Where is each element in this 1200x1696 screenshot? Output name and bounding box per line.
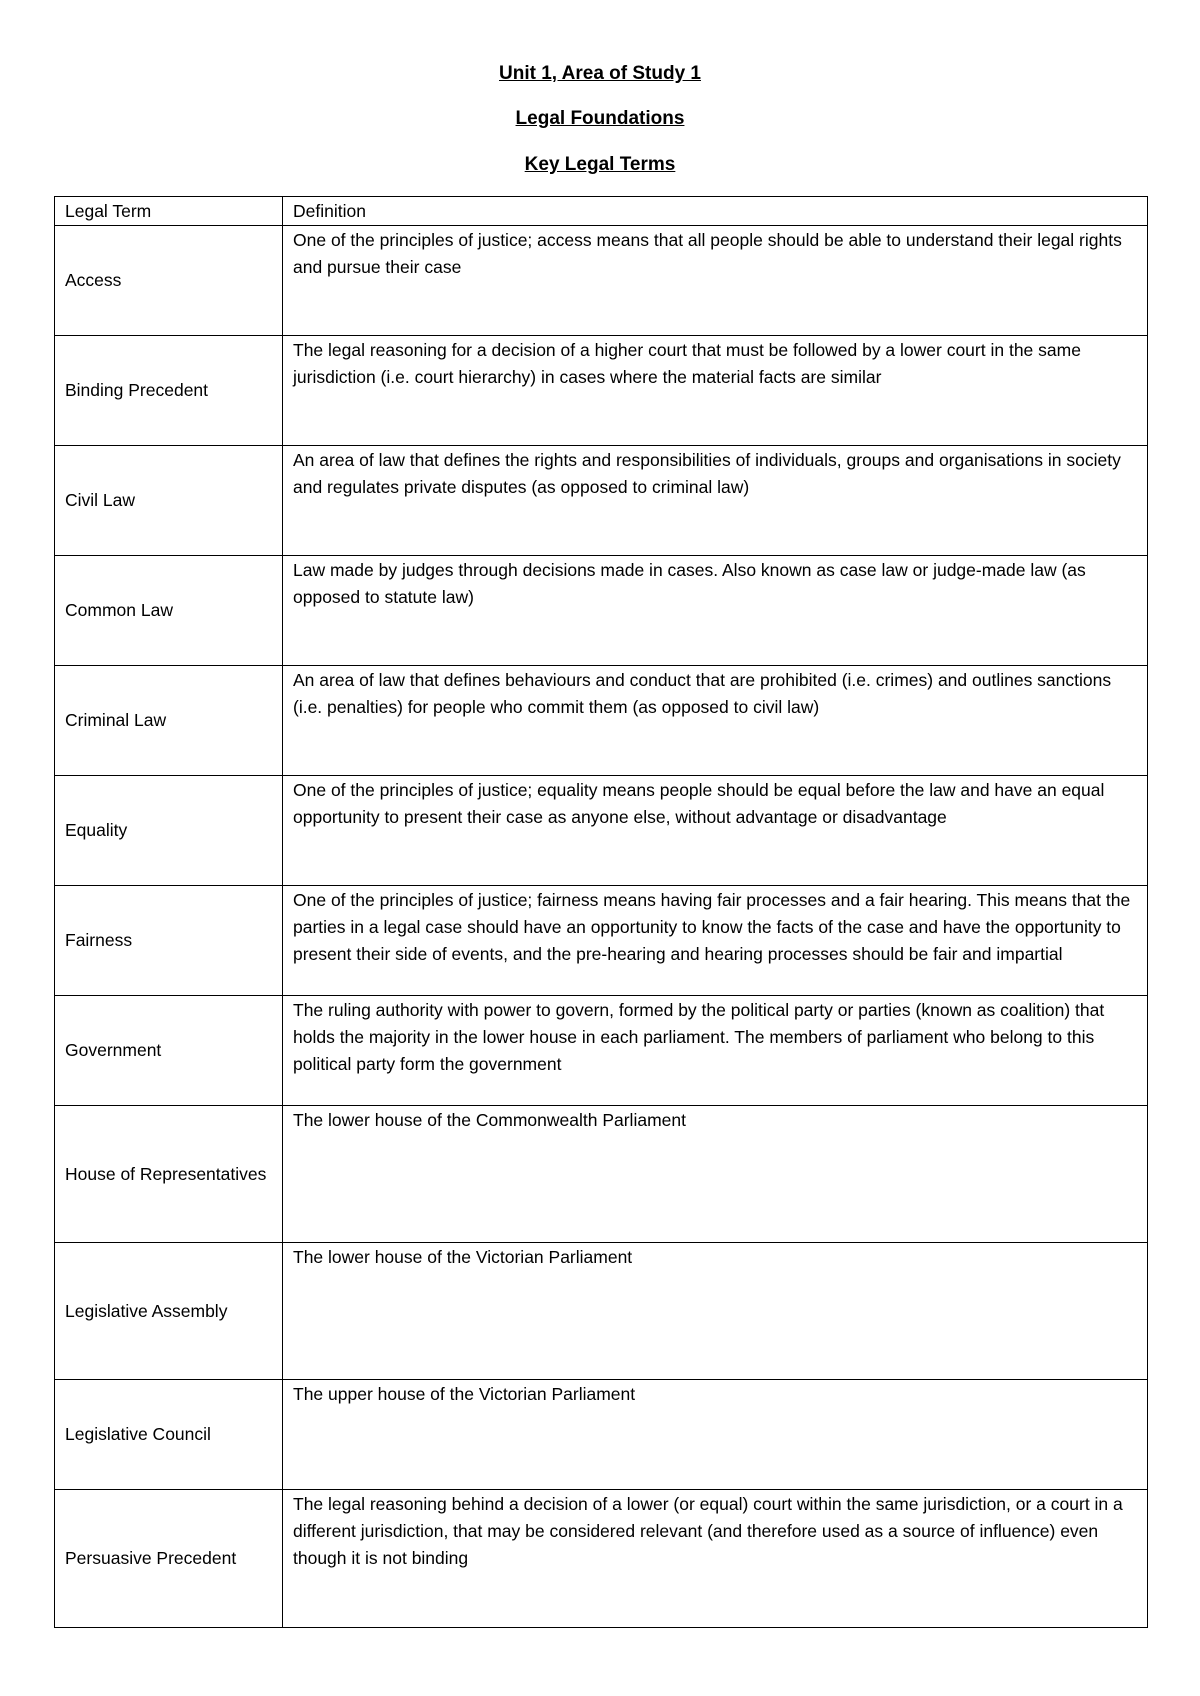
table-row [55, 1106, 1148, 1243]
term-cell: Equality [55, 776, 283, 886]
term-cell: Criminal Law [55, 666, 283, 776]
term-cell: Binding Precedent [55, 336, 283, 446]
term-cell: Fairness [55, 886, 283, 996]
table-row [55, 886, 1148, 996]
table-header-row [55, 197, 1148, 226]
table-row [55, 1490, 1148, 1628]
definition-cell: An area of law that defines behaviours and conduct that are prohibited (i.e. crimes) and outlines sanctions (i.e. penalties) for people who commit them (as opposed to civil law) [283, 666, 1148, 776]
term-cell: Legislative Assembly [55, 1243, 283, 1380]
column-header-definition: Definition [283, 197, 1148, 226]
table-row [55, 996, 1148, 1106]
definition-cell: One of the principles of justice; equality means people should be equal before the law and have an equal opportunity to present their case as anyone else, without advantage or disadvantage [283, 776, 1148, 886]
legal-terms-table [54, 196, 1148, 1628]
term-cell: Government [55, 996, 283, 1106]
definition-cell: The lower house of the Victorian Parliament [283, 1243, 1148, 1380]
definition-cell: One of the principles of justice; fairness means having fair processes and a fair hearing. This means that the parties in a legal case should have an opportunity to know the facts of the case and have the opportunity to present their side of events, and the pre-hearing and hearing processes should be fair and impartial [283, 886, 1148, 996]
definition-cell: The legal reasoning behind a decision of a lower (or equal) court within the same jurisdiction, or a court in a different jurisdiction, that may be considered relevant (and therefore used as a source of influence) even though it is not binding [283, 1490, 1148, 1628]
table-title: Key Legal Terms [524, 154, 676, 175]
table-row [55, 1380, 1148, 1490]
definition-cell: One of the principles of justice; access means that all people should be able to understand their legal rights and pursue their case [283, 226, 1148, 336]
table-row [55, 556, 1148, 666]
document-subtitle: Legal Foundations [515, 108, 685, 129]
definition-cell: The legal reasoning for a decision of a higher court that must be followed by a lower court in the same jurisdiction (i.e. court hierarchy) in cases where the material facts are similar [283, 336, 1148, 446]
term-cell: Legislative Council [55, 1380, 283, 1490]
term-cell: Access [55, 226, 283, 336]
document-title: Unit 1, Area of Study 1 [499, 63, 701, 84]
table-row [55, 776, 1148, 886]
table-row [55, 226, 1148, 336]
definition-cell: Law made by judges through decisions made in cases. Also known as case law or judge-made law (as opposed to statute law) [283, 556, 1148, 666]
term-cell: Persuasive Precedent [55, 1490, 283, 1628]
table-row [55, 666, 1148, 776]
term-cell: Civil Law [55, 446, 283, 556]
term-cell: Common Law [55, 556, 283, 666]
table-row [55, 446, 1148, 556]
definition-cell: An area of law that defines the rights and responsibilities of individuals, groups and organisations in society and regulates private disputes (as opposed to criminal law) [283, 446, 1148, 556]
table-row [55, 1243, 1148, 1380]
definition-cell: The lower house of the Commonwealth Parliament [283, 1106, 1148, 1243]
definition-cell: The upper house of the Victorian Parliament [283, 1380, 1148, 1490]
table-row [55, 336, 1148, 446]
term-cell: House of Representatives [55, 1106, 283, 1243]
definition-cell: The ruling authority with power to govern, formed by the political party or parties (known as coalition) that holds the majority in the lower house in each parliament. The members of parliament who belong to this political party form the government [283, 996, 1148, 1106]
column-header-term: Legal Term [55, 197, 283, 226]
